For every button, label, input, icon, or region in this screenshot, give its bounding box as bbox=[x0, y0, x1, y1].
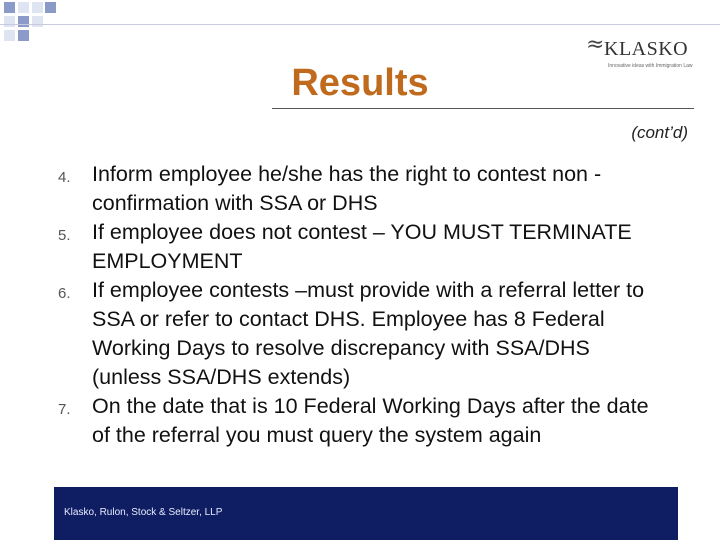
footer-bar bbox=[54, 487, 678, 540]
decor-square bbox=[18, 30, 29, 41]
decor-square bbox=[32, 2, 43, 13]
footer-firm-name: Klasko, Rulon, Stock & Seltzer, LLP bbox=[64, 507, 223, 518]
logo-mark-icon: ≈ bbox=[586, 32, 603, 57]
list-item-text: On the date that is 10 Federal Working Days after the date of the referral you must query the system again bbox=[92, 394, 649, 447]
decor-square bbox=[4, 16, 15, 27]
results-list bbox=[58, 160, 658, 450]
decor-square bbox=[32, 16, 43, 27]
slide-title: Results bbox=[291, 62, 429, 104]
logo-tagline: Innovative ideas with Immigration Law bbox=[608, 63, 693, 69]
slide-subtitle: (cont’d) bbox=[631, 123, 688, 142]
list-item-number: 7. bbox=[58, 401, 71, 418]
decor-square bbox=[45, 2, 56, 13]
decor-square bbox=[18, 2, 29, 13]
list-item bbox=[58, 276, 658, 392]
decor-square bbox=[4, 30, 15, 41]
list-item-text: If employee contests –must provide with a referral letter to SSA or refer to contact DHS. Employee has 8 Federal Working Days to resolve discrepancy with SSA/DHS (unless SSA/DHS extends) bbox=[92, 278, 645, 389]
list-item-text: If employee does not contest – YOU MUST TERMINATE EMPLOYMENT bbox=[92, 220, 632, 273]
decor-square bbox=[4, 2, 15, 13]
list-item-text: Inform employee he/she has the right to contest non -confirmation with SSA or DHS bbox=[92, 162, 602, 215]
top-divider bbox=[0, 24, 720, 25]
list-item-number: 4. bbox=[58, 169, 71, 186]
logo-name: KLASKO bbox=[604, 38, 689, 60]
list-item bbox=[58, 392, 658, 450]
list-item-number: 6. bbox=[58, 285, 71, 302]
title-underline bbox=[272, 108, 694, 109]
list-item bbox=[58, 160, 658, 218]
list-item bbox=[58, 218, 658, 276]
list-item-number: 5. bbox=[58, 227, 71, 244]
decor-square bbox=[18, 16, 29, 27]
